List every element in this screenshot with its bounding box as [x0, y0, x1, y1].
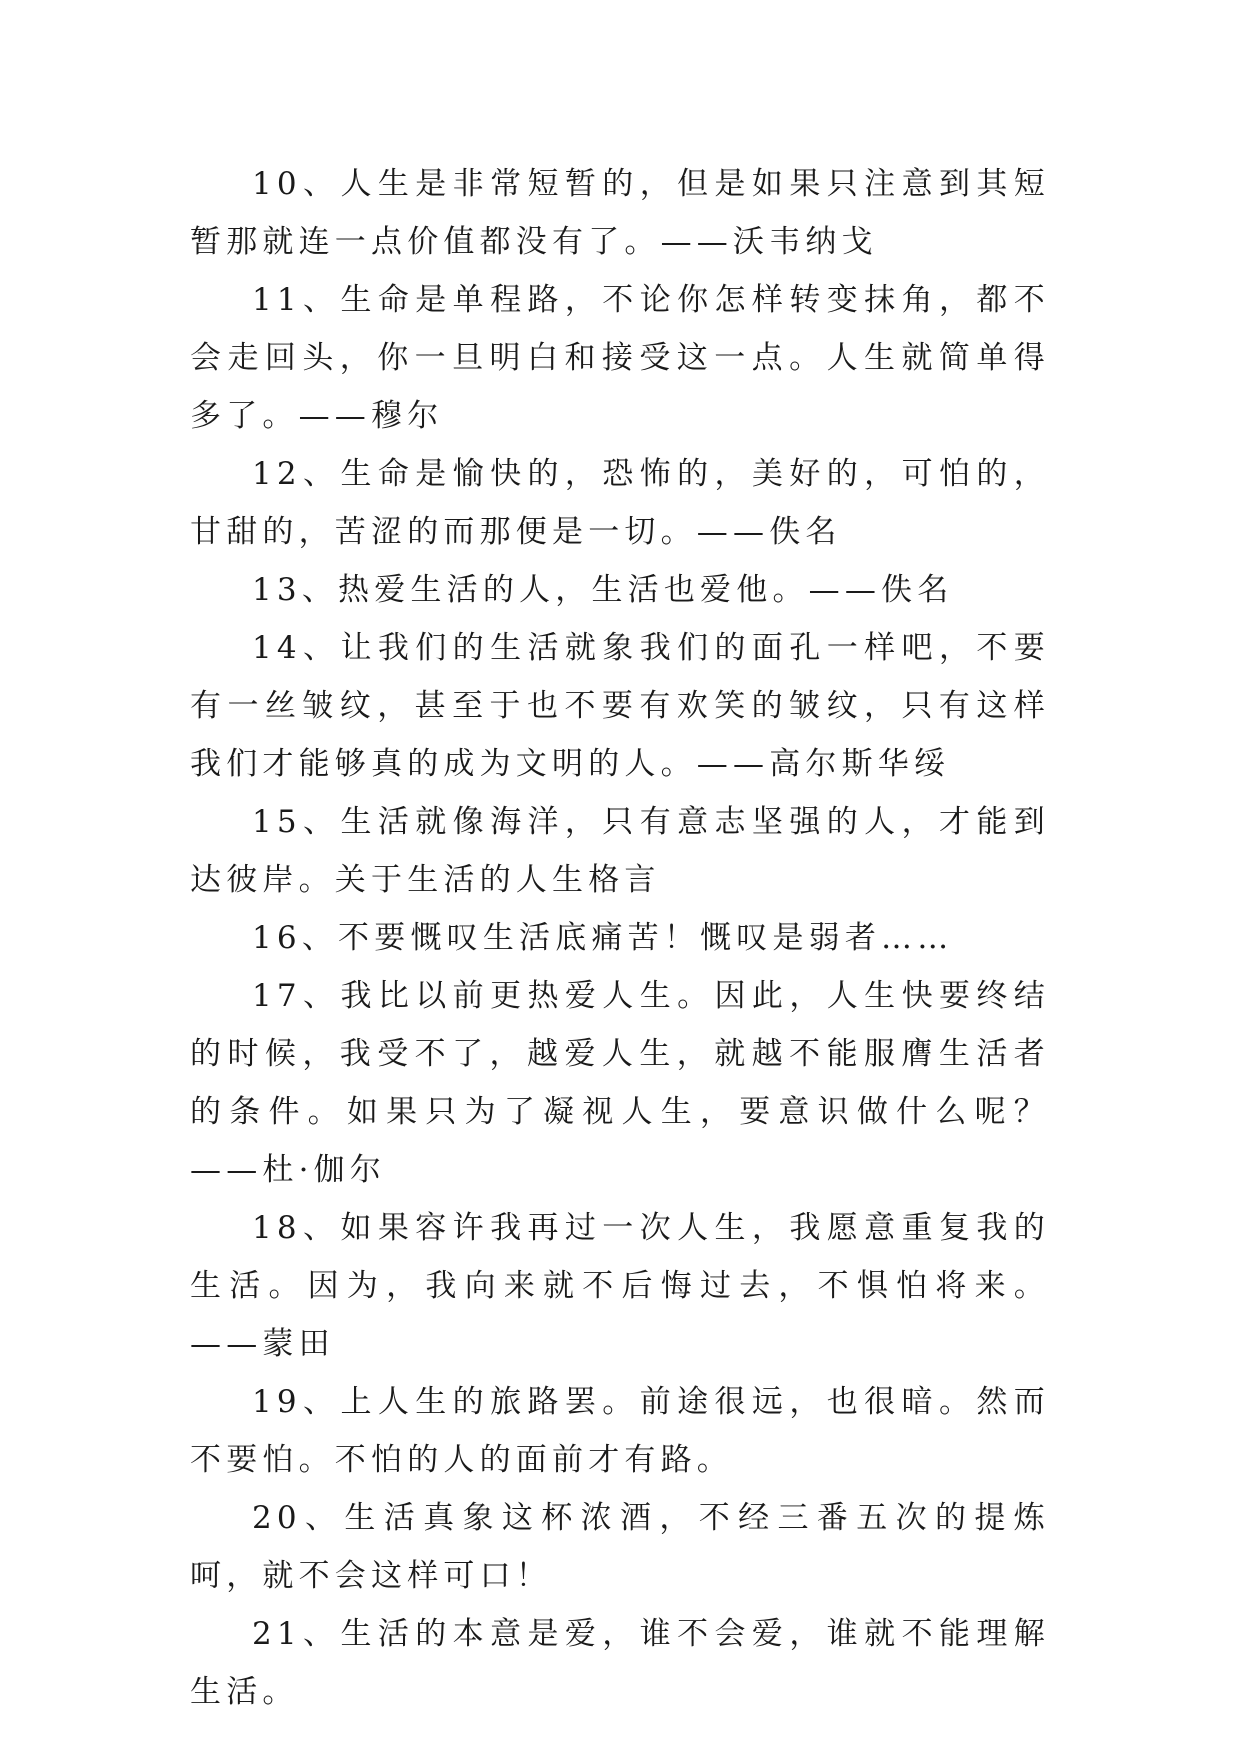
paragraph-quote-17: 17、我比以前更热爱人生。因此，人生快要终结的时候，我受不了，越爱人生，就越不能服膺生活者的条件。如果只为了凝视人生，要意识做什么呢？——杜·伽尔	[190, 978, 1050, 1188]
paragraph-quote-19: 19、上人生的旅路罢。前途很远，也很暗。然而不要怕。不怕的人的面前才有路。	[190, 1384, 1050, 1478]
paragraph-quote-13: 13、热爱生活的人，生活也爱他。——佚名	[252, 572, 954, 608]
paragraph-quote-18: 18、如果容许我再过一次人生，我愿意重复我的生活。因为，我向来就不后悔过去，不惧怕将来。——蒙田	[190, 1210, 1050, 1362]
paragraph-quote-21: 21、生活的本意是爱，谁不会爱，谁就不能理解生活。	[190, 1616, 1050, 1710]
paragraph-quote-11: 11、生命是单程路，不论你怎样转变抹角，都不会走回头，你一旦明白和接受这一点。人生就简单得多了。——穆尔	[190, 282, 1050, 434]
paragraph-quote-12: 12、生命是愉快的，恐怖的，美好的，可怕的，甘甜的，苦涩的而那便是一切。——佚名	[190, 456, 1050, 550]
paragraph-quote-10: 10、人生是非常短暂的，但是如果只注意到其短暂那就连一点价值都没有了。——沃韦纳戈	[190, 166, 1050, 260]
paragraph-quote-16: 16、不要慨叹生活底痛苦！慨叹是弱者……	[252, 920, 954, 956]
document-body	[190, 155, 1050, 1721]
paragraph-quote-20: 20、生活真象这杯浓酒，不经三番五次的提炼呵，就不会这样可口！	[190, 1500, 1050, 1594]
paragraph-quote-15: 15、生活就像海洋，只有意志坚强的人，才能到达彼岸。关于生活的人生格言	[190, 804, 1050, 898]
paragraph-quote-14: 14、让我们的生活就象我们的面孔一样吧，不要有一丝皱纹，甚至于也不要有欢笑的皱纹，只有这样我们才能够真的成为文明的人。——高尔斯华绥	[190, 630, 1050, 782]
